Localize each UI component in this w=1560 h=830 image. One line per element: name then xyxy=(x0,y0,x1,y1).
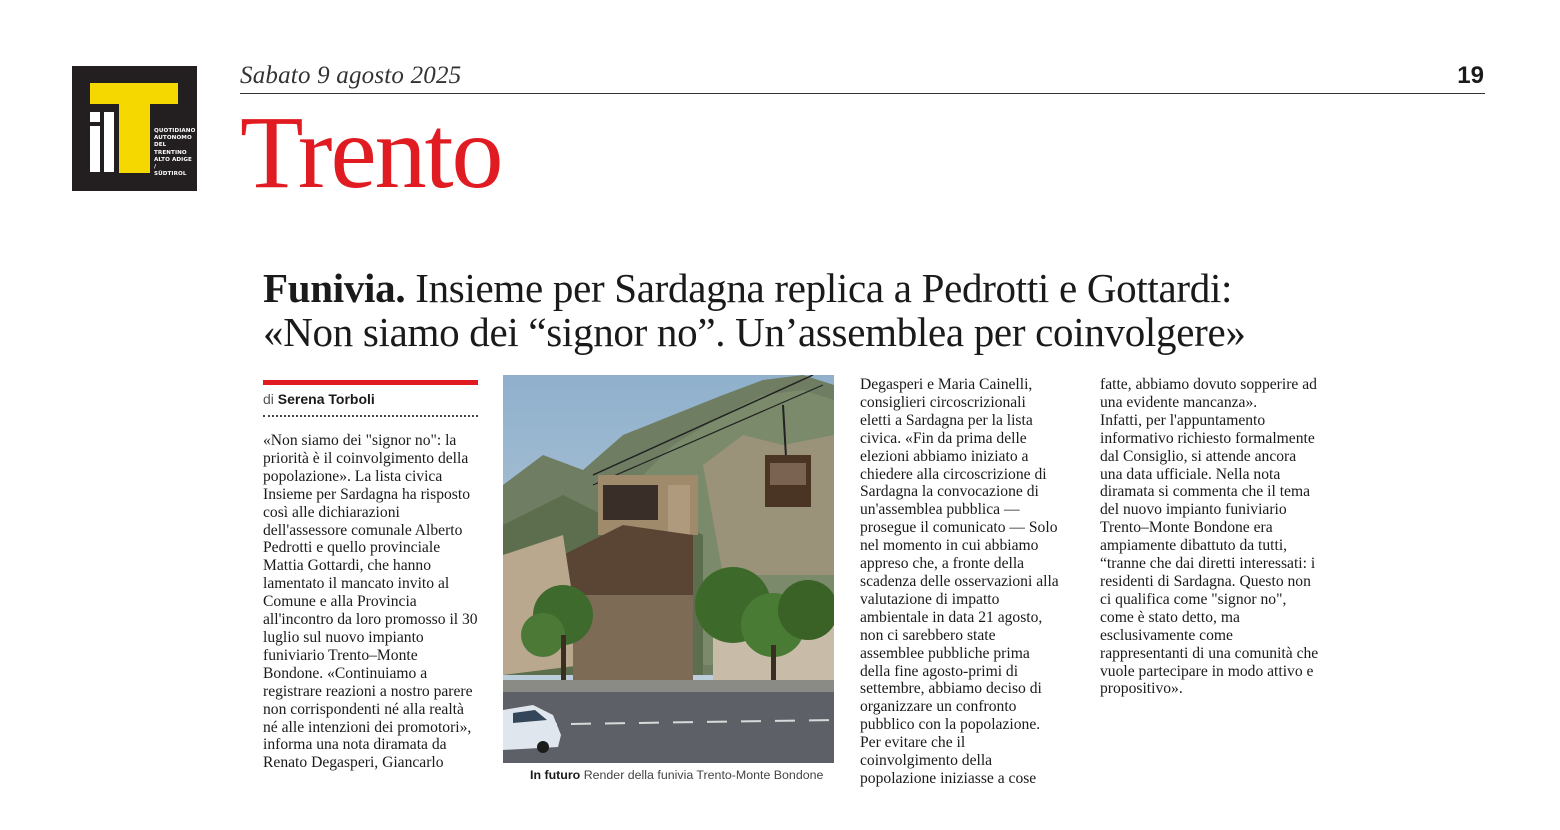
issue-date: Sabato 9 agosto 2025 xyxy=(240,62,462,89)
byline xyxy=(263,391,375,407)
byline-author: Serena Torboli xyxy=(277,391,375,407)
photo-caption xyxy=(530,768,823,782)
byline-red-bar xyxy=(263,380,478,385)
article-column-2 xyxy=(860,376,1060,788)
cable-car-render xyxy=(503,375,834,763)
header-rule xyxy=(240,93,1485,94)
article-photo xyxy=(503,375,834,763)
headline-text-1: Insieme per Sardagna replica a Pedrotti e Gottardi: xyxy=(415,265,1233,311)
headline-kicker: Funivia. xyxy=(263,265,406,311)
article-headline xyxy=(263,266,1363,354)
logo-tagline: QUOTIDIANO AUTONOMO DEL TRENTINO ALTO ADIGE / SÜDTIROL xyxy=(154,128,196,178)
column-1-text: «Non siamo dei "signor no": la priorità è il coinvolgimento della popolazione». La lista civica Insieme per Sardagna ha risposto così alle dichiarazioni dell'assessore comunale Alberto Pedrotti e quello provinciale Mattia Gottardi, che hanno lamentato il mancato invito al Comune e alla Provincia all'incontro da loro promosso il 30 luglio sul nuovo impianto funiviario Trento–Monte Bondone. «Continuiamo a registrare reazioni a nostro parere non corrispondenti né alla realtà né alle intenzioni dei promotori», informa una nota diramata da Renato Degasperi, Giancarlo xyxy=(263,432,478,772)
headline-line-2: «Non siamo dei “signor no”. Un’assemblea per coinvolgere» xyxy=(263,309,1246,355)
column-3-text-a: fatte, abbiamo dovuto sopperire ad una evidente mancanza». xyxy=(1100,376,1317,411)
page-number: 19 xyxy=(1457,62,1484,89)
section-title: Trento xyxy=(240,95,502,210)
article-column-3 xyxy=(1100,376,1320,698)
caption-label: In futuro xyxy=(530,768,581,782)
column-3-text-b: Infatti, per l'appuntamento informativo richiesto formalmente dal Consiglio, si attende ancora una data ufficiale. Nella nota diramata si commenta che il tema del nuovo impianto funiviario Trento–Monte Bondone era ampiamente dibattuto da tutti, “tranne che dai diretti interessati: i residenti di Sardagna. Questo non ci qualifica come "signor no", come è stato detto, ma esclusivamente come rappresentanti di una comunità che vuole partecipare in modo attivo e propositivo». xyxy=(1100,411,1319,698)
caption-text: Render della funivia Trento-Monte Bondone xyxy=(583,768,824,782)
article-column-1 xyxy=(263,432,478,772)
column-2-text: Degasperi e Maria Cainelli, consiglieri circoscrizionali eletti a Sardagna per la lista civica. «Fin da prima delle elezioni abbiamo iniziato a chiedere alla circoscrizione di Sardagna la convocazione di un'assemblea pubblica — prosegue il comunicato — Solo nel momento in cui abbiamo appreso che, a fronte della scadenza delle osservazioni alla valutazione di impatto ambientale in data 21 agosto, non ci sarebbero state assemblee pubbliche prima della fine agosto-primi di settembre, abbiamo deciso di organizzare un confronto pubblico con la popolazione. Per evitare che il coinvolgimento della popolazione iniziasse a cose xyxy=(860,376,1059,787)
byline-prefix: di xyxy=(263,391,274,407)
newspaper-logo xyxy=(72,66,197,191)
headline-line-1 xyxy=(263,266,1363,310)
byline-divider xyxy=(263,415,478,417)
